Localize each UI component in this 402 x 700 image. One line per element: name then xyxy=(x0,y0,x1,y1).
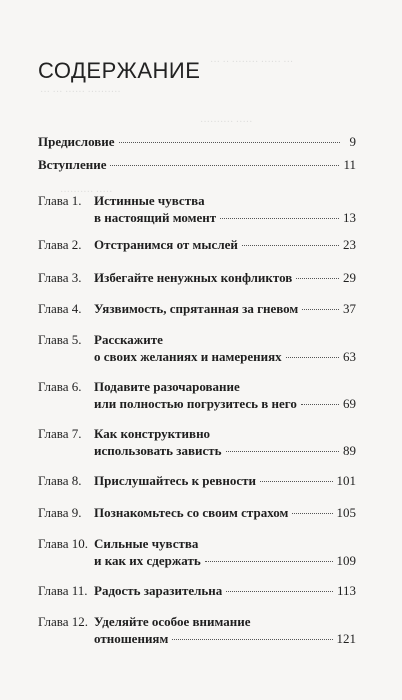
entry-title: Познакомьтесь со своим страхом xyxy=(94,505,289,520)
dot-leader xyxy=(292,513,332,514)
chapter-number: Глава 12. xyxy=(38,614,89,629)
dot-leader xyxy=(260,481,333,482)
entry-title: Отстранимся от мыслей xyxy=(94,237,238,252)
page-number: 13 xyxy=(343,210,356,225)
bleed-through-text: ·········· ····· xyxy=(60,187,113,198)
entry-title: или полностью погрузитесь в него xyxy=(94,396,297,411)
entry-title-line: Уделяйте особое внимание xyxy=(94,614,251,629)
page-number: 109 xyxy=(336,553,356,568)
dot-leader xyxy=(226,451,339,452)
chapter-number: Глава 7. xyxy=(38,426,82,441)
dot-leader xyxy=(205,561,333,562)
entry-title: отношениям xyxy=(94,631,169,646)
page-number: 11 xyxy=(343,157,356,172)
entry-title: Вступление xyxy=(38,157,107,172)
bleed-through-text: ·········· ····· xyxy=(200,117,253,128)
dot-leader xyxy=(296,278,339,279)
chapter-number: Глава 8. xyxy=(38,473,82,488)
dot-leader xyxy=(301,404,339,405)
chapter-number: Глава 1. xyxy=(38,193,82,208)
dot-leader xyxy=(119,142,340,143)
page-number: 101 xyxy=(336,473,356,488)
page-number: 23 xyxy=(343,237,356,252)
page-number: 29 xyxy=(343,270,356,285)
entry-title: и как их сдержать xyxy=(94,553,201,568)
bleed-through-text: ··· ·· ········ ······ ··· xyxy=(210,57,294,68)
chapter-number: Глава 6. xyxy=(38,379,82,394)
page-number: 69 xyxy=(343,396,356,411)
page-number: 63 xyxy=(343,349,356,364)
page-number: 105 xyxy=(336,505,356,520)
dot-leader xyxy=(286,357,339,358)
chapter-number: Глава 3. xyxy=(38,270,82,285)
chapter-number: Глава 2. xyxy=(38,237,82,252)
chapter-number: Глава 9. xyxy=(38,505,82,520)
page-title: СОДЕРЖАНИЕ xyxy=(38,58,201,83)
page-number: 37 xyxy=(343,301,356,316)
entry-title: о своих желаниях и намерениях xyxy=(94,349,282,364)
entry-title-line: Истинные чувства xyxy=(94,193,205,208)
entry-title: Уязвимость, спрятанная за гневом xyxy=(94,301,299,316)
entry-title-line: Подавите разочарование xyxy=(94,379,240,394)
page-number: 121 xyxy=(336,631,356,646)
chapter-number: Глава 5. xyxy=(38,332,82,347)
dot-leader xyxy=(110,165,339,166)
dot-leader xyxy=(172,639,332,640)
dot-leader xyxy=(302,309,339,310)
entry-title: Прислушайтесь к ревности xyxy=(94,473,256,488)
entry-title: Избегайте ненужных конфликтов xyxy=(94,270,293,285)
page-number: 113 xyxy=(336,583,356,598)
entry-title: использовать зависть xyxy=(94,443,222,458)
page-number: 9 xyxy=(349,134,356,149)
chapter-number: Глава 10. xyxy=(38,536,89,551)
bleed-through-text: ··· ··· ······ ·········· xyxy=(40,87,121,98)
chapter-number: Глава 4. xyxy=(38,301,82,316)
dot-leader xyxy=(220,218,339,219)
entry-title-line: Как конструктивно xyxy=(94,426,211,441)
entry-title: в настоящий момент xyxy=(94,210,217,225)
page-number: 89 xyxy=(343,443,356,458)
entry-title-line: Расскажите xyxy=(94,332,163,347)
dot-leader xyxy=(242,245,339,246)
entry-title: Предисловие xyxy=(38,134,115,149)
chapter-number: Глава 11. xyxy=(38,583,88,598)
dot-leader xyxy=(226,591,333,592)
entry-title: Радость заразительна xyxy=(94,583,223,598)
entry-title-line: Сильные чувства xyxy=(94,536,199,551)
